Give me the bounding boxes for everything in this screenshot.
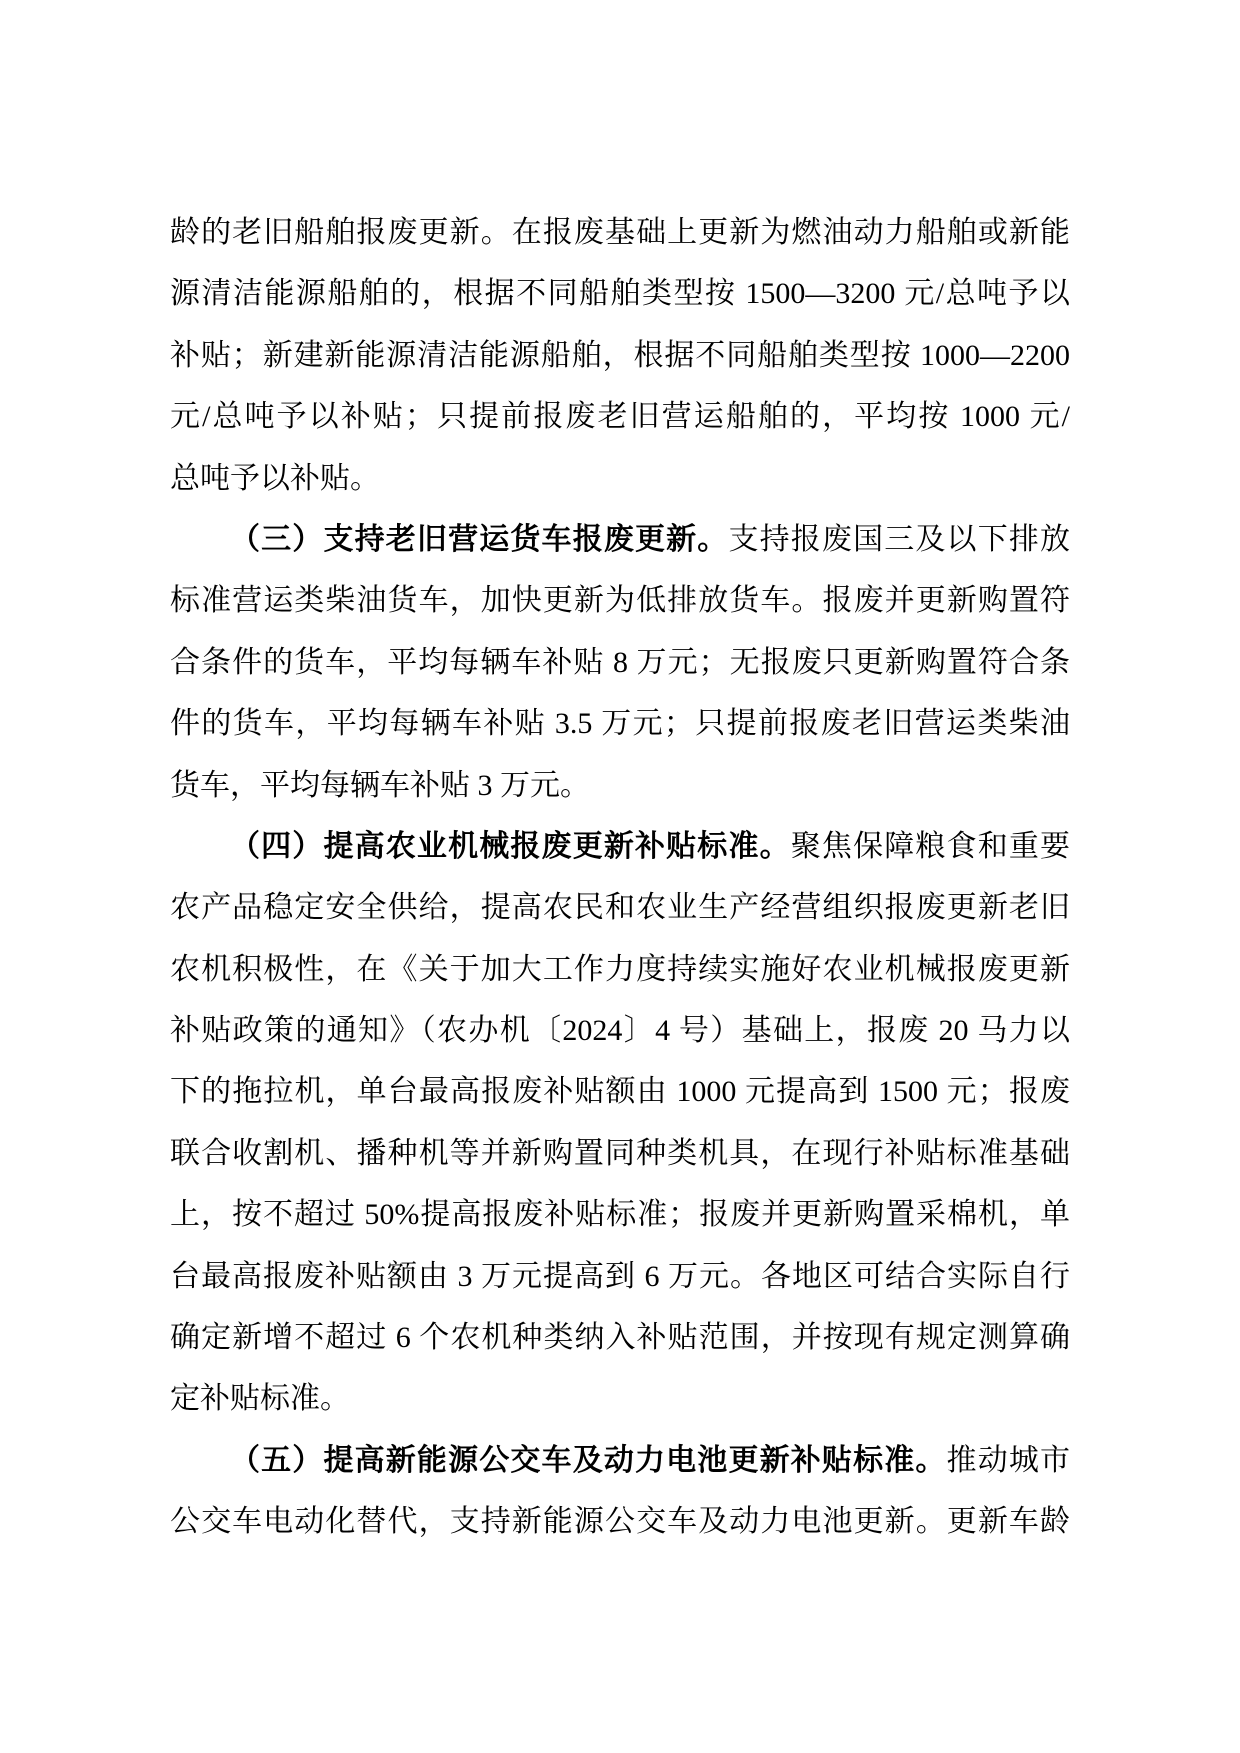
text-block: [170, 202, 1070, 1553]
text-line: （五）提高新能源公交车及动力电池更新补贴标准。推动城市: [230, 1443, 1071, 1477]
paragraph-heading: （四）提高农业机械报废更新补贴标准。: [230, 829, 791, 863]
text-line: 下的拖拉机，单台最高报废补贴额由 1000 元提高到 1500 元；报废: [170, 1075, 1070, 1109]
text-line: 补贴政策的通知》（农办机〔2024〕4 号）基础上，报废 20 马力以: [170, 1014, 1070, 1048]
text-line: 公交车电动化替代，支持新能源公交车及动力电池更新。更新车龄: [170, 1505, 1070, 1539]
text-line: 台最高报废补贴额由 3 万元提高到 6 万元。各地区可结合实际自行: [170, 1259, 1070, 1293]
paragraph-heading: （五）提高新能源公交车及动力电池更新补贴标准。: [230, 1443, 947, 1477]
text-line: （四）提高农业机械报废更新补贴标准。聚焦保障粮食和重要: [230, 829, 1071, 863]
text-line: 农产品稳定安全供给，提高农民和农业生产经营组织报废更新老旧: [170, 891, 1070, 925]
text-line: 标准营运类柴油货车，加快更新为低排放货车。报废并更新购置符: [170, 584, 1070, 618]
paragraph-heading: （三）支持老旧营运货车报废更新。: [230, 522, 729, 556]
text-line: 合条件的货车，平均每辆车补贴 8 万元；无报废只更新购置符合条: [170, 645, 1070, 679]
text-line: 总吨予以补贴。: [170, 461, 380, 495]
text-line: 源清洁能源船舶的，根据不同船舶类型按 1500—3200 元/总吨予以: [170, 277, 1070, 311]
text-line: 定补贴标准。: [170, 1382, 350, 1416]
text-line: 上，按不超过 50%提高报废补贴标准；报废并更新购置采棉机，单: [170, 1198, 1070, 1232]
text-line: 农机积极性，在《关于加大工作力度持续实施好农业机械报废更新: [170, 952, 1070, 986]
text-line: 联合收割机、播种机等并新购置同种类机具，在现行补贴标准基础: [170, 1136, 1070, 1170]
text-line: （三）支持老旧营运货车报废更新。支持报废国三及以下排放: [230, 522, 1071, 556]
text-line: 确定新增不超过 6 个农机种类纳入补贴范围，并按现有规定测算确: [170, 1321, 1070, 1355]
text-line: 件的货车，平均每辆车补贴 3.5 万元；只提前报废老旧营运类柴油: [170, 707, 1070, 741]
text-line: 补贴；新建新能源清洁能源船舶，根据不同船舶类型按 1000—2200: [170, 338, 1070, 372]
text-line: 元/总吨予以补贴；只提前报废老旧营运船舶的，平均按 1000 元/: [170, 400, 1070, 434]
text-line: 龄的老旧船舶报废更新。在报废基础上更新为燃油动力船舶或新能: [170, 216, 1070, 249]
text-line: 货车，平均每辆车补贴 3 万元。: [170, 768, 590, 802]
